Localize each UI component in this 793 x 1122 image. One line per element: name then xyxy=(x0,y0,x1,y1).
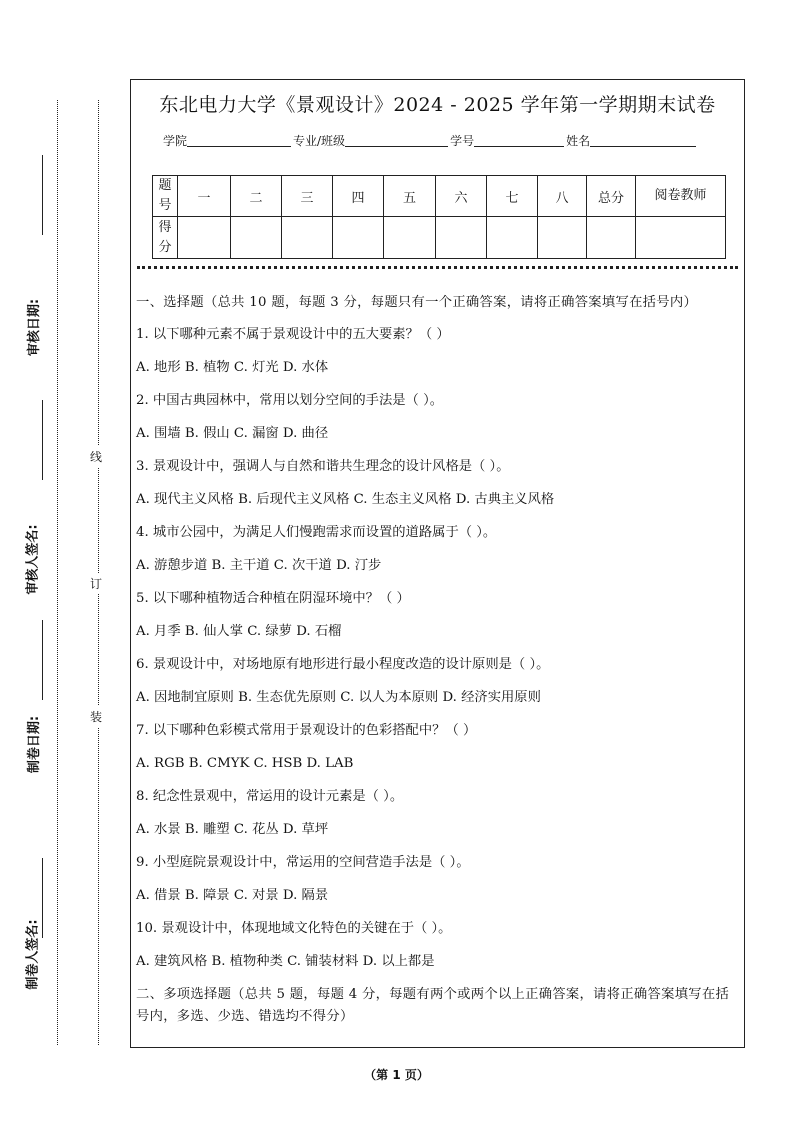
score-table xyxy=(152,175,726,259)
question-line: 8. 纪念性景观中，常运用的设计元素是（ ）。 xyxy=(136,789,404,804)
reviewer-sign-label: 审核人签名: xyxy=(25,524,41,595)
score-cell-3 xyxy=(282,217,333,259)
score-cell-5 xyxy=(384,217,436,259)
reviewer-date-blank xyxy=(42,155,43,235)
options-line: A. 地形 B. 植物 C. 灯光 D. 水体 xyxy=(136,360,329,375)
options-line: A. 借景 B. 障景 C. 对景 D. 隔景 xyxy=(136,888,329,903)
question-line: 5. 以下哪种植物适合种植在阴湿环境中？（ ） xyxy=(136,591,410,606)
score-cell-8 xyxy=(538,217,587,259)
student-id-field[interactable] xyxy=(474,132,564,147)
section1-question-list xyxy=(136,324,740,984)
score-table-head-number: 题号 xyxy=(153,176,178,217)
cut-mark-zhuang: 装 xyxy=(90,706,102,727)
score-col-4: 四 xyxy=(333,176,384,217)
cut-mark-ding: 订 xyxy=(90,573,102,594)
exam-title: 东北电力大学《景观设计》2024 - 2025 学年第一学期期末试卷 xyxy=(159,94,716,116)
score-cell-1 xyxy=(178,217,231,259)
section1-heading: 一、选择题（总共 10 题，每题 3 分，每题只有一个正确答案，请将正确答案填写在括号内） xyxy=(136,295,698,310)
options-line: A. RGB B. CMYK C. HSB D. LAB xyxy=(136,756,354,771)
name-label: 姓名 xyxy=(566,134,591,148)
score-col-8: 八 xyxy=(538,176,587,217)
options-line: A. 现代主义风格 B. 后现代主义风格 C. 生态主义风格 D. 古典主义风格 xyxy=(136,492,555,507)
score-col-grader: 阅卷教师 xyxy=(636,176,726,217)
score-cell-2 xyxy=(231,217,282,259)
question-line: 10. 景观设计中，体现地域文化特色的关键在于（ ）。 xyxy=(136,921,452,936)
page-number: （第 1 页） xyxy=(364,1068,429,1082)
maker-sign-label: 制卷人签名: xyxy=(25,919,41,990)
dotted-separator xyxy=(137,266,738,269)
exam-content xyxy=(136,292,740,1028)
options-line: A. 游憩步道 B. 主干道 C. 次干道 D. 汀步 xyxy=(136,558,382,573)
maker-sign-blank xyxy=(42,858,43,938)
reviewer-date-label: 审核日期: xyxy=(27,298,43,357)
score-cell-6 xyxy=(436,217,487,259)
name-field[interactable] xyxy=(590,132,696,147)
score-cell-grader xyxy=(636,217,726,259)
score-table-head-score: 得分 xyxy=(153,217,178,259)
major-field[interactable] xyxy=(345,132,448,147)
score-col-7: 七 xyxy=(487,176,538,217)
score-col-2: 二 xyxy=(231,176,282,217)
exam-frame xyxy=(130,79,745,1048)
cut-mark-line: 线 xyxy=(90,446,102,467)
score-cell-7 xyxy=(487,217,538,259)
options-line: A. 月季 B. 仙人掌 C. 绿萝 D. 石榴 xyxy=(136,624,342,639)
binding-dotted-line-outer xyxy=(57,100,58,1045)
student-info-row xyxy=(163,132,698,149)
options-line: A. 围墙 B. 假山 C. 漏窗 D. 曲径 xyxy=(136,426,329,441)
score-col-5: 五 xyxy=(384,176,436,217)
maker-date-blank xyxy=(42,620,43,700)
score-cell-4 xyxy=(333,217,384,259)
score-col-6: 六 xyxy=(436,176,487,217)
score-col-1: 一 xyxy=(178,176,231,217)
score-cell-total xyxy=(587,217,636,259)
maker-date-label: 制卷日期: xyxy=(27,715,43,774)
question-line: 2. 中国古典园林中，常用以划分空间的手法是（ ）。 xyxy=(136,393,444,408)
reviewer-sign-blank xyxy=(42,400,43,480)
score-col-3: 三 xyxy=(282,176,333,217)
question-line: 1. 以下哪种元素不属于景观设计中的五大要素？（ ） xyxy=(136,327,450,342)
question-line: 6. 景观设计中，对场地原有地形进行最小程度改造的设计原则是（ ）。 xyxy=(136,657,550,672)
college-label: 学院 xyxy=(163,134,188,148)
options-line: A. 建筑风格 B. 植物种类 C. 铺装材料 D. 以上都是 xyxy=(136,954,435,969)
question-line: 9. 小型庭院景观设计中，常运用的空间营造手法是（ ）。 xyxy=(136,855,470,870)
options-line: A. 水景 B. 雕塑 C. 花丛 D. 草坪 xyxy=(136,822,329,837)
question-line: 3. 景观设计中，强调人与自然和谐共生理念的设计风格是（ ）。 xyxy=(136,459,510,474)
options-line: A. 因地制宜原则 B. 生态优先原则 C. 以人为本原则 D. 经济实用原则 xyxy=(136,690,541,705)
question-line: 7. 以下哪种色彩模式常用于景观设计的色彩搭配中？（ ） xyxy=(136,723,477,738)
section2-heading: 二、多项选择题（总共 5 题，每题 4 分，每题有两个或两个以上正确答案，请将正确答案填写在括号内，多选、少选、错选均不得分） xyxy=(136,987,730,1024)
college-field[interactable] xyxy=(187,132,291,147)
score-col-total: 总分 xyxy=(587,176,636,217)
major-label: 专业/班级 xyxy=(293,134,346,148)
question-line: 4. 城市公园中，为满足人们慢跑需求而设置的道路属于（ ）。 xyxy=(136,525,497,540)
student-id-label: 学号 xyxy=(450,134,475,148)
